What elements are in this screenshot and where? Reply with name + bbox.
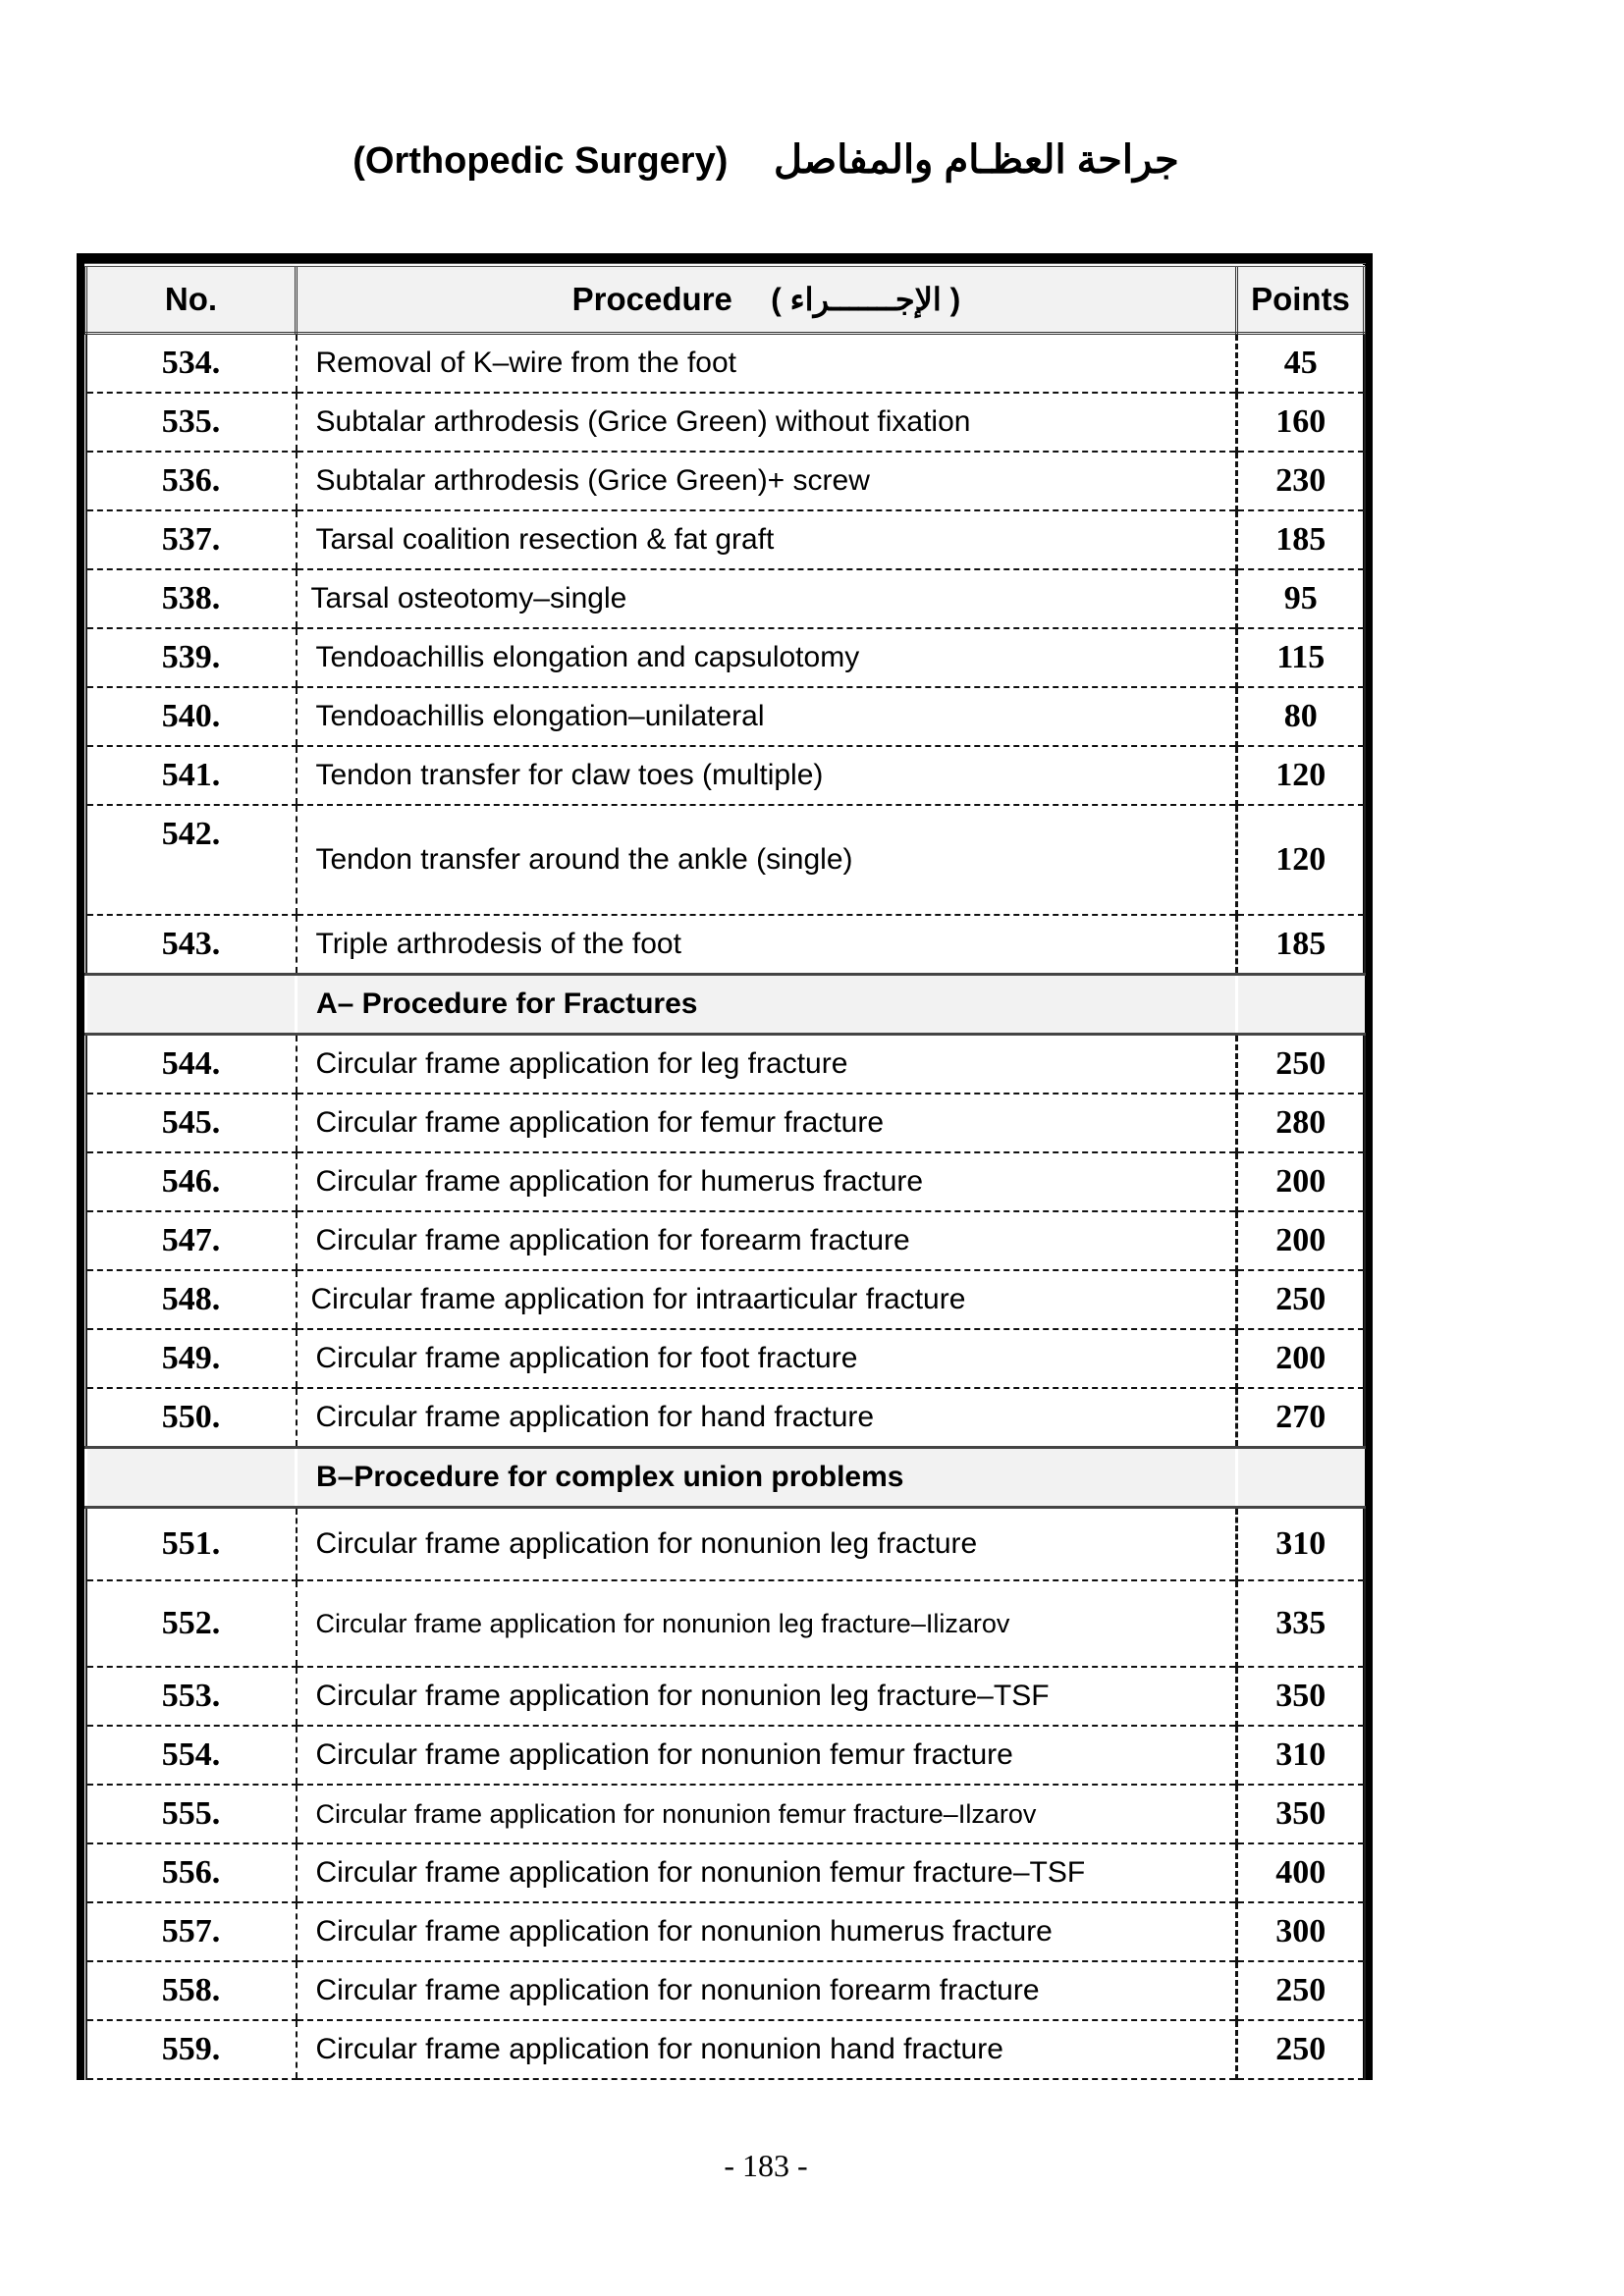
table-row [86,1388,1365,1448]
section-header-complex-union [86,1448,1365,1508]
row-procedure: Circular frame application for nonunion leg fracture [297,1508,1237,1581]
row-procedure: Triple arthrodesis of the foot [297,915,1237,975]
section-empty-points [1237,975,1365,1035]
row-points: 250 [1237,1270,1365,1329]
table-row [86,393,1365,452]
row-procedure: Tendon transfer for claw toes (multiple) [297,746,1237,805]
row-procedure: Circular frame application for nonunion humerus fracture [297,1902,1237,1961]
row-points: 230 [1237,452,1365,510]
row-number: 543. [86,915,297,975]
table-row [86,1211,1365,1270]
row-procedure: Circular frame application for humerus fracture [297,1152,1237,1211]
table-row [86,1785,1365,1843]
row-points: 160 [1237,393,1365,452]
row-procedure: Circular frame application for leg fracture [297,1035,1237,1095]
row-points: 400 [1237,1843,1365,1902]
row-number: 556. [86,1843,297,1902]
table-row [86,1667,1365,1726]
page-title-arabic: جراحة العظـام والمفاصل [773,138,1179,182]
section-header-fractures [86,975,1365,1035]
row-procedure: Subtalar arthrodesis (Grice Green) without fixation [297,393,1237,452]
row-number: 544. [86,1035,297,1095]
row-number: 541. [86,746,297,805]
row-procedure: Circular frame application for nonunion hand fracture [297,2020,1237,2079]
row-number: 540. [86,687,297,746]
row-points: 310 [1237,1508,1365,1581]
column-header-procedure-ar: ( الإجـــــــراء ) [771,282,961,317]
row-procedure: Removal of K–wire from the foot [297,334,1237,394]
row-points: 80 [1237,687,1365,746]
row-number: 535. [86,393,297,452]
row-points: 300 [1237,1902,1365,1961]
row-procedure: Tendon transfer around the ankle (single) [297,805,1237,915]
row-procedure: Tarsal osteotomy–single [297,569,1237,628]
row-points: 120 [1237,805,1365,915]
row-procedure: Circular frame application for nonunion femur fracture [297,1726,1237,1785]
table-row [86,1902,1365,1961]
table-header-row [86,265,1365,334]
table-row [86,569,1365,628]
table-row [86,334,1365,394]
section-empty-no [86,975,297,1035]
row-number: 555. [86,1785,297,1843]
row-procedure: Circular frame application for nonunion leg fracture–TSF [297,1667,1237,1726]
table-row [86,1094,1365,1152]
row-procedure: Circular frame application for intraarticular fracture [297,1270,1237,1329]
row-points: 350 [1237,1785,1365,1843]
section-label: B–Procedure for complex union problems [297,1448,1237,1508]
row-procedure: Subtalar arthrodesis (Grice Green)+ screw [297,452,1237,510]
column-header-no: No. [86,265,297,334]
page-title [0,137,1532,183]
table-row [86,687,1365,746]
row-number: 547. [86,1211,297,1270]
row-points: 120 [1237,746,1365,805]
row-points: 250 [1237,1961,1365,2020]
column-header-procedure-en: Procedure [571,281,732,317]
table-row [86,1035,1365,1095]
row-procedure: Circular frame application for nonunion leg fracture–Ilizarov [297,1580,1237,1667]
table-row [86,1580,1365,1667]
section-empty-points [1237,1448,1365,1508]
row-procedure: Circular frame application for nonunion femur fracture–Ilzarov [297,1785,1237,1843]
row-points: 185 [1237,510,1365,569]
row-number: 542. [86,805,297,915]
column-header-points: Points [1237,265,1365,334]
row-number: 551. [86,1508,297,1581]
row-number: 549. [86,1329,297,1388]
procedure-table-frame [77,253,1373,2080]
table-row [86,1961,1365,2020]
page-title-english: (Orthopedic Surgery) [352,140,729,182]
row-number: 552. [86,1580,297,1667]
page-number: - 183 - [724,2148,808,2183]
column-header-procedure [297,265,1237,334]
row-points: 45 [1237,334,1365,394]
table-row [86,1329,1365,1388]
row-number: 536. [86,452,297,510]
table-row [86,2020,1365,2079]
row-points: 335 [1237,1580,1365,1667]
table-row [86,805,1365,915]
row-number: 550. [86,1388,297,1448]
row-number: 548. [86,1270,297,1329]
procedure-table [84,263,1366,2080]
row-points: 250 [1237,2020,1365,2079]
row-points: 200 [1237,1152,1365,1211]
row-procedure: Circular frame application for forearm fracture [297,1211,1237,1270]
section-empty-no [86,1448,297,1508]
table-row [86,628,1365,687]
row-points: 115 [1237,628,1365,687]
row-number: 537. [86,510,297,569]
row-procedure: Circular frame application for hand fracture [297,1388,1237,1448]
row-number: 554. [86,1726,297,1785]
row-points: 200 [1237,1211,1365,1270]
row-points: 200 [1237,1329,1365,1388]
table-row [86,510,1365,569]
table-row [86,1726,1365,1785]
row-procedure: Circular frame application for nonunion femur fracture–TSF [297,1843,1237,1902]
row-points: 310 [1237,1726,1365,1785]
row-number: 546. [86,1152,297,1211]
row-points: 280 [1237,1094,1365,1152]
row-number: 557. [86,1902,297,1961]
row-points: 350 [1237,1667,1365,1726]
table-row [86,1508,1365,1581]
row-procedure: Circular frame application for foot fracture [297,1329,1237,1388]
row-procedure: Circular frame application for femur fracture [297,1094,1237,1152]
row-points: 185 [1237,915,1365,975]
row-points: 250 [1237,1035,1365,1095]
row-points: 95 [1237,569,1365,628]
row-procedure: Tendoachillis elongation and capsulotomy [297,628,1237,687]
row-procedure: Circular frame application for nonunion forearm fracture [297,1961,1237,2020]
row-number: 538. [86,569,297,628]
row-number: 553. [86,1667,297,1726]
table-row [86,1843,1365,1902]
row-number: 539. [86,628,297,687]
table-row [86,452,1365,510]
table-row [86,1152,1365,1211]
row-number: 534. [86,334,297,394]
row-number: 559. [86,2020,297,2079]
row-number: 545. [86,1094,297,1152]
row-procedure: Tendoachillis elongation–unilateral [297,687,1237,746]
row-number: 558. [86,1961,297,2020]
table-row [86,746,1365,805]
row-procedure: Tarsal coalition resection & fat graft [297,510,1237,569]
table-row [86,1270,1365,1329]
table-row [86,915,1365,975]
section-label: A– Procedure for Fractures [297,975,1237,1035]
row-points: 270 [1237,1388,1365,1448]
